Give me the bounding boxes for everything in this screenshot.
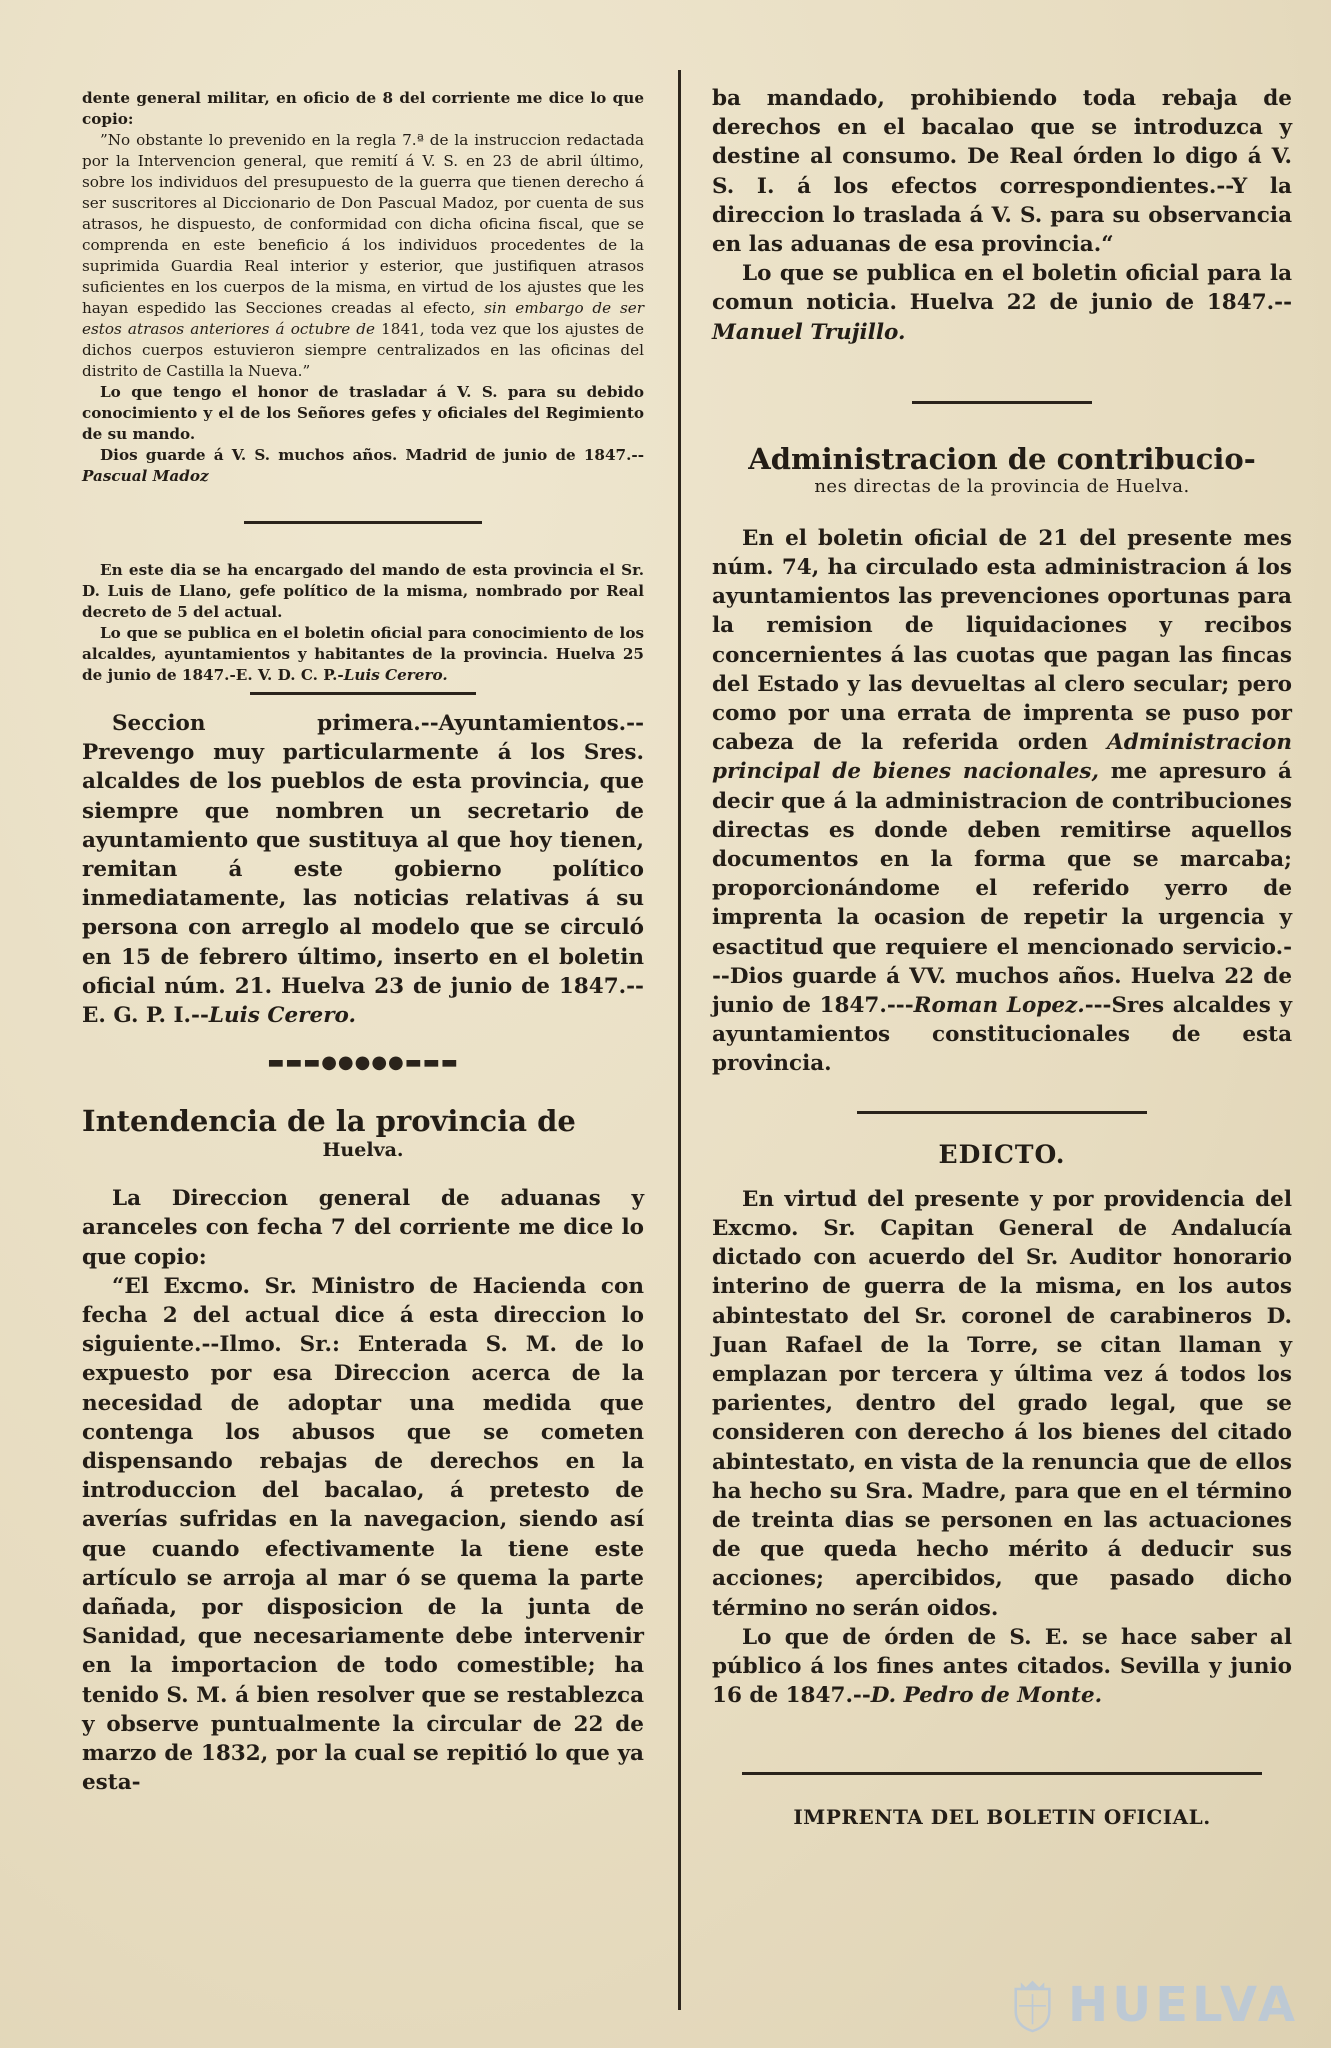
bacalao-continuation: ba mandado, prohibiendo toda rebaja de derechos en el bacalao que se introduzca y destine al consumo. De Real órden lo digo á V. S. I. á los efectos correspondientes.--Y la direccion lo traslada á V. S. para su observancia en las aduanas de esa provincia.“	[712, 86, 1292, 258]
madoz-date: Dios guarde á V. S. muchos años. Madrid de junio de 1847.--	[100, 446, 644, 464]
left-paragraph-4	[82, 445, 644, 487]
quote-italic-text: sin embargo de ser estos atrasos anteriores á octubre de	[82, 299, 644, 338]
edicto-closing	[712, 1623, 1292, 1711]
contribuciones-text-end: me apresuro á decir que á la administracion de contribuciones directas es donde deben remitirse aquellos documentos en la forma que se marcaba; proporcionándome el referido yerro de imprenta la ocasion de repetir la urgencia y esactitud que requiere el mencionado servicio.---Dios guarde á VV. muchos años. Huelva 22 de junio de 1847.---	[712, 759, 1292, 1019]
intendencia-heading: Intendencia de la provincia de	[82, 1104, 576, 1139]
administracion-subhead: nes directas de la provincia de Huelva.	[814, 475, 1190, 497]
right-column	[712, 84, 1292, 1829]
coat-of-arms-icon	[1009, 1972, 1056, 2038]
lopez-signature: Roman Lopez.	[913, 993, 1085, 1019]
left-paragraph-6	[82, 623, 644, 686]
column-divider	[678, 70, 681, 2010]
imprint-footer: IMPRENTA DEL BOLETIN OFICIAL.	[793, 1805, 1211, 1830]
contribuciones-tail: ---Sres alcaldes y ayuntamientos constitucionales de esta provincia.	[712, 993, 1293, 1077]
watermark-text: HUELVA	[1068, 1977, 1299, 2033]
edicto-closing-text: Lo que de órden de S. E. se hace saber al público á los fines antes citados. Sevilla y junio 16 de 1847.--	[712, 1624, 1292, 1709]
intendencia-subhead: Huelva.	[322, 1139, 404, 1162]
contribuciones-text: En el boletin oficial de 21 del presente mes núm. 74, ha circulado esta administracion á los ayuntamientos las prevenciones oportunas para la remision de liquidaciones y recibos concernientes á las cuotas que pagan las fincas del Estado y las devueltas al clero secular; pero como por una errata de imprenta se puso por cabeza de la referida orden	[712, 525, 1292, 756]
seccion-primera-paragraph	[82, 709, 644, 1030]
left-column	[82, 88, 644, 1798]
aduanas-intro: La Direccion general de aduanas y aranceles con fecha 7 del corriente me dice lo que copio:	[82, 1186, 644, 1270]
administracion-heading: Administracion de contribucio-	[748, 441, 1256, 476]
monte-signature: D. Pedro de Monte.	[870, 1683, 1103, 1709]
trujillo-signature: Manuel Trujillo.	[712, 319, 906, 345]
bacalao-paragraph: “El Excmo. Sr. Ministro de Hacienda con fecha 2 del actual dice á esta direccion lo siguiente.--Ilmo. Sr.: Enterada S. M. de lo expuesto por esa Direccion acerca de la necesidad de adoptar una medida que contenga los abusos que se cometen dispensando rebajas de derechos en la introduccion del bacalao, á pretesto de averías sufridas en la navegacion, siendo así que cuando efectivamente la tiene este artículo se arroja al mar ó se quema la parte dañada, por disposicion de la junta de Sanidad, que necesariamente debe intervenir en la importacion de todo comestible; ha tenido S. M. á bien resolver que se restablezca y observe puntualmente la circular de 22 de marzo de 1832, por la cual se repitió lo que ya esta-	[82, 1273, 644, 1796]
quote-text-end: 1841, toda vez que los ajustes de dichos cuerpos estuvieron siempre centralizados en las oficinas del distrito de Castilla la Nueva.”	[82, 320, 644, 380]
contribuciones-paragraph	[712, 524, 1292, 1079]
archive-watermark	[1009, 1968, 1299, 2042]
cerero-notice: Lo que se publica en el boletin oficial para conocimiento de los alcaldes, ayuntamientos y habitantes de la provincia. Huelva 25 de junio de 1847.-E. V. D. C. P.-	[82, 624, 644, 684]
trujillo-paragraph	[712, 259, 1292, 347]
cerero-signature: Luis Cerero.	[343, 666, 448, 684]
left-paragraph-3: Lo que tengo el honor de trasladar á V. S. para su debido conocimiento y el de los Señores gefes y oficiales del Regimiento de su mando.	[82, 383, 644, 443]
seccion-primera-text: Seccion primera.--Ayuntamientos.--Prevengo muy particularmente á los Sres. alcaldes de los pueblos de esta provincia, que siempre que nombren un secretario de ayuntamiento que sustituya al que hoy tienen, remitan á este gobierno político inmediatamente, las noticias relativas á su persona con arreglo al modelo que se circuló en 15 de febrero último, inserto en el boletin oficial núm. 21. Huelva 23 de junio de 1847.--E. G. P. I.--	[82, 711, 644, 1029]
seccion-primera-signature: Luis Cerero.	[208, 1003, 356, 1029]
left-paragraph-1: dente general militar, en oficio de 8 del corriente me dice lo que copio:	[82, 89, 644, 128]
ornament-divider: ▬▬▬●●●●●▬▬▬	[267, 1052, 459, 1074]
left-quote-paragraph	[82, 130, 644, 382]
edicto-heading: EDICTO.	[938, 1139, 1066, 1169]
madoz-signature: Pascual Madoz	[82, 467, 209, 485]
contribuciones-italic: Administracion principal de bienes nacionales,	[712, 730, 1292, 785]
edicto-paragraph: En virtud del presente y por providencia del Excmo. Sr. Capitan General de Andalucía dictado con acuerdo del Sr. Auditor honorario interino de guerra de la misma, en los autos abintestato del Sr. coronel de carabineros D. Juan Rafael de la Torre, se citan llaman y emplazan por tercera y última vez á todos los parientes, dentro del grado legal, que se consideren con derecho á los bienes del citado abintestato, en vista de la renuncia que de ellos ha hecho su Sra. Madre, para que en el término de treinta dias se personen en las actuaciones de que queda hecho mérito á deducir sus acciones; apercibidos, que pasado dicho término no serán oidos.	[712, 1186, 1292, 1621]
quote-text: ”No obstante lo prevenido en la regla 7.ª de la instruccion redactada por la Intervencion general, que remití á V. S. en 23 de abril último, sobre los individuos del presupuesto de la guerra que tienen derecho á ser suscritores al Diccionario de Don Pascual Madoz, por cuenta de sus atrasos, he dispuesto, de conformidad con dicha oficina fiscal, que se comprenda en este beneficio á los individuos procedentes de la suprimida Guardia Real interior y esterior, que justifiquen atrasos suficientes en los cuerpos de la misma, en virtud de los ajustes que les hayan espedido las Secciones creadas al efecto,	[82, 131, 644, 317]
left-paragraph-5: En este dia se ha encargado del mando de esta provincia el Sr. D. Luis de Llano, gefe político de la misma, nombrado por Real decreto de 5 del actual.	[82, 561, 644, 621]
trujillo-text: Lo que se publica en el boletin oficial para la comun noticia. Huelva 22 de junio de 1847.--	[712, 261, 1292, 316]
